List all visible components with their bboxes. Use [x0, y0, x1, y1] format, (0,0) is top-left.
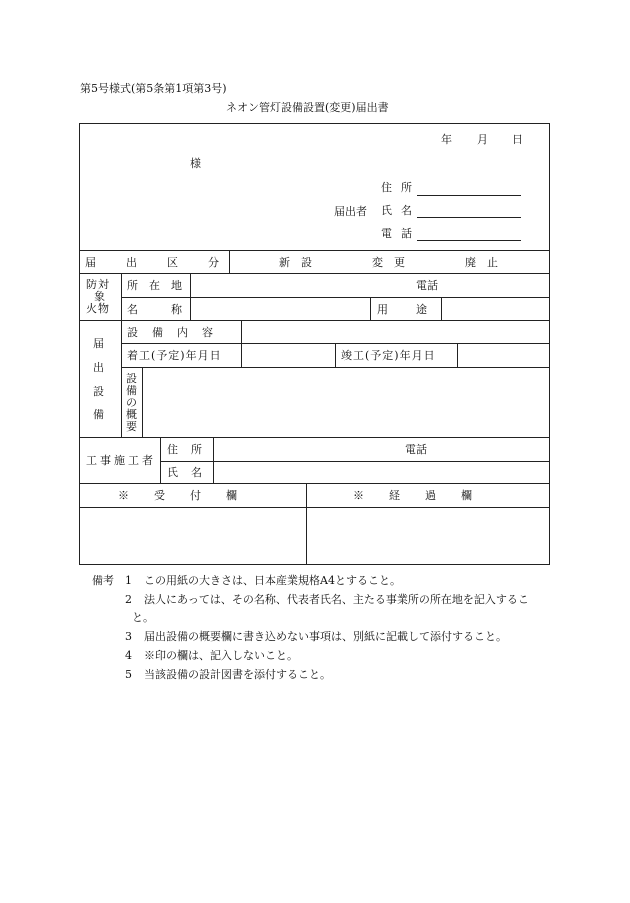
col-divider — [306, 483, 307, 565]
equip-side-3: 設 — [93, 385, 104, 398]
note-num-1: 1 — [125, 574, 132, 587]
target-phone-label: 電話 — [416, 279, 438, 292]
note-text-2-cont: と。 — [132, 611, 154, 624]
col-divider — [335, 343, 336, 367]
contractor-phone-label: 電話 — [405, 443, 427, 456]
note-num-2: 2 — [125, 593, 132, 606]
note-text-4: ※印の欄は、記入しないこと。 — [144, 649, 298, 662]
address-line[interactable] — [417, 195, 521, 196]
address-label: 住所 — [381, 181, 421, 194]
target-label-bot: 火物 — [86, 302, 110, 315]
summary-char-3: の — [126, 396, 137, 409]
col-divider — [160, 437, 161, 483]
row-divider — [79, 437, 550, 438]
use-label: 用途 — [377, 303, 455, 316]
complete-date-label: 竣工(予定)年月日 — [341, 349, 436, 362]
notifier-label: 届出者 — [334, 205, 367, 218]
name-label: 氏名 — [381, 204, 421, 217]
note-text-1: この用紙の大きさは、日本産業規格A4とすること。 — [144, 574, 401, 587]
equip-side-4: 備 — [93, 408, 104, 421]
row-divider — [160, 461, 550, 462]
equip-side-2: 出 — [93, 361, 104, 374]
summary-char-4: 概 — [126, 408, 137, 421]
summary-char-2: 備 — [126, 384, 137, 397]
note-num-5: 5 — [125, 668, 132, 681]
phone-label: 電話 — [381, 227, 421, 240]
note-num-4: 4 — [125, 649, 132, 662]
form-number: 第5号様式(第5条第1項第3号) — [80, 82, 227, 95]
note-text-3: 届出設備の概要欄に書き込めない事項は、別紙に記載して添付すること。 — [144, 630, 507, 643]
progress-label: ※経過欄 — [353, 489, 497, 502]
day-label: 日 — [512, 133, 523, 146]
col-divider — [121, 273, 122, 437]
reception-label: ※受付欄 — [118, 489, 262, 502]
col-divider — [457, 343, 458, 367]
row-divider — [79, 483, 550, 484]
year-label: 年 — [441, 133, 452, 146]
target-label-mid: 象 — [94, 290, 105, 303]
month-label: 月 — [477, 133, 488, 146]
row-divider — [79, 250, 550, 251]
addressee-sama: 様 — [190, 157, 201, 170]
target-label-top: 防対 — [86, 278, 110, 291]
location-label: 所在地 — [127, 279, 193, 292]
row-divider — [79, 320, 550, 321]
form-title: ネオン管灯設備設置(変更)届出書 — [226, 101, 389, 114]
col-divider — [142, 367, 143, 437]
note-num-3: 3 — [125, 630, 132, 643]
contractor-address-label: 住所 — [167, 443, 215, 456]
summary-char-1: 設 — [126, 372, 137, 385]
target-name-label: 名称 — [127, 303, 215, 316]
name-line[interactable] — [417, 217, 521, 218]
category-abolish[interactable]: 廃止 — [465, 256, 509, 269]
row-divider — [121, 297, 550, 298]
col-divider — [370, 297, 371, 320]
row-divider — [121, 367, 550, 368]
row-divider — [79, 507, 550, 508]
row-divider — [79, 273, 550, 274]
start-date-label: 着工(予定)年月日 — [127, 349, 222, 362]
equip-side-1: 届 — [93, 337, 104, 350]
contractor-name-label: 氏名 — [167, 466, 215, 479]
notes-label: 備考 — [92, 574, 114, 587]
note-text-5: 当該設備の設計図書を添付すること。 — [144, 668, 331, 681]
category-change[interactable]: 変更 — [372, 256, 416, 269]
phone-line[interactable] — [417, 240, 521, 241]
summary-char-5: 要 — [126, 420, 137, 433]
note-text-2: 法人にあっては、その名称、代表者氏名、主たる事業所の所在地を記入するこ — [144, 593, 529, 606]
equip-content-label: 設備内容 — [127, 326, 227, 339]
category-new[interactable]: 新設 — [279, 256, 323, 269]
contractor-label: 工事施工者 — [86, 454, 156, 467]
col-divider — [241, 320, 242, 367]
category-label: 届出区分 — [85, 256, 249, 269]
